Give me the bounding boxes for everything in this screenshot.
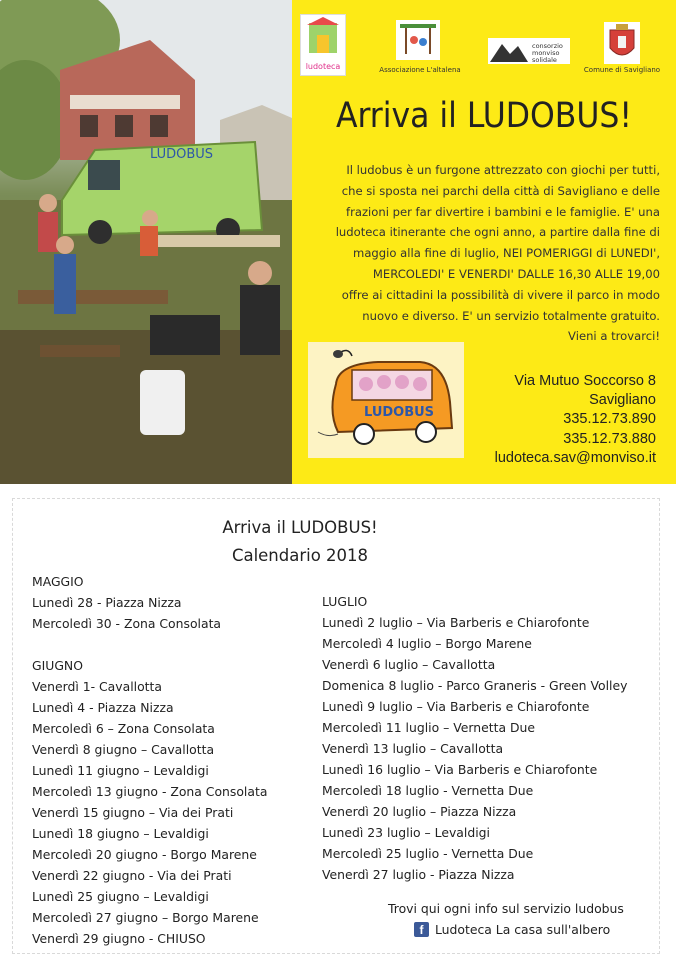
footer-line: Trovi qui ogni info sul servizio ludobus [388,901,624,916]
intro-line: offre ai cittadini la possibilità di vivere il parco in modo [341,287,660,302]
intro-line: MERCOLEDI' E VENERDI' DALLE 16,30 ALLE 19,00 [372,266,660,281]
facebook-icon: f [414,922,429,937]
calendar-entry: Venerdì 1- Cavallotta [32,679,162,694]
calendar-entry: Venerdì 29 giugno - CHIUSO [32,931,206,946]
calendar-entry: Mercoledì 11 luglio – Vernetta Due [322,720,535,735]
calendar-footer [380,898,630,940]
calendar-entry: Venerdì 8 giugno – Cavallotta [32,742,215,757]
calendar-entry: Lunedì 25 giugno – Levaldigi [32,889,209,904]
ludobus-drawing [308,342,464,458]
contact-block [462,372,656,468]
spacer [32,634,267,655]
calendar-entry: Venerdì 22 giugno - Via dei Prati [32,868,232,883]
contact-address: Via Mutuo Soccorso 8 [514,373,656,389]
altalena-label: Associazione L'altalena [379,66,461,74]
intro-text [308,160,660,347]
calendar-entry: Mercoledì 30 - Zona Consolata [32,616,222,631]
calendar-entry: Mercoledì 27 giugno – Borgo Marene [32,910,259,925]
comune-crest [604,22,640,64]
facebook-link[interactable] [414,919,630,940]
month-header-maggio: MAGGIO [32,574,84,589]
contact-phone-1: 335.12.73.890 [563,411,656,428]
calendar-entry: Venerdì 15 giugno – Via dei Prati [32,805,234,820]
intro-line: maggio alla fine di luglio, NEI POMERIGGI di LUNEDI', [353,246,660,261]
calendar-entry: Lunedì 16 luglio – Via Barberis e Chiarofonte [322,762,598,777]
contact-email[interactable]: ludoteca.sav@monviso.it [494,449,656,466]
svg-text:consorzio: consorzio [532,42,563,50]
calendar-entry: Lunedì 28 - Piazza Nizza [32,595,182,610]
calendar-heading [0,514,600,570]
flyer-headline: Arriva il LUDOBUS! [335,96,633,136]
svg-text:solidale: solidale [532,56,557,64]
calendar-entry: Lunedì 11 giugno – Levaldigi [32,763,209,778]
calendar-entry: Mercoledì 4 luglio – Borgo Marene [322,636,532,651]
calendar-entry: Venerdì 27 luglio - Piazza Nizza [322,867,515,882]
calendar-entry: Lunedì 23 luglio – Levaldigi [322,825,490,840]
intro-line: Il ludobus è un furgone attrezzato con giochi per tutti, [346,163,660,177]
bus-lettering: LUDOBUS [364,405,435,420]
info-panel [292,0,676,484]
ludoteca-logo-text: ludoteca [305,62,341,71]
contact-phone-2: 335.12.73.880 [563,430,656,447]
calendar-title: Arriva il LUDOBUS! [222,518,378,537]
comune-label: Comune di Savigliano [583,66,661,74]
intro-line: Vieni a trovarci! [568,329,660,344]
calendar-entry: Venerdì 13 luglio – Cavallotta [322,741,504,756]
calendar-entry: Domenica 8 luglio - Parco Graneris - Green Volley [322,678,628,693]
calendar-entry: Mercoledì 20 giugno - Borgo Marene [32,847,257,862]
calendar-entry: Mercoledì 6 – Zona Consolata [32,721,215,736]
ludoteca-logo [300,14,346,76]
calendar-entry: Mercoledì 25 luglio - Vernetta Due [322,846,534,861]
contact-city: Savigliano [589,392,656,409]
intro-line: ludoteca itinerante che ogni anno, a partire dalla fine di [335,225,660,240]
park-photo [0,0,292,484]
calendar-entry: Lunedì 2 luglio – Via Barberis e Chiarofonte [322,615,590,630]
intro-line: che si sposta nei parchi della città di Savigliano e delle [341,183,660,198]
calendar-entry: Lunedì 9 luglio – Via Barberis e Chiarofonte [322,699,590,714]
calendar-entry: Lunedì 4 - Piazza Nizza [32,700,174,715]
park-scene-illustration [0,0,292,484]
calendar-entry: Mercoledì 13 giugno - Zona Consolata [32,784,268,799]
calendar-left-column [32,571,267,949]
calendar-entry: Venerdì 6 luglio – Cavallotta [322,657,496,672]
calendar-right-column [322,591,627,885]
facebook-page-name: Ludoteca La casa sull'albero [435,922,611,937]
van-lettering: LUDOBUS [150,147,214,162]
month-header-luglio: LUGLIO [322,594,368,609]
calendar-entry: Mercoledì 18 luglio - Vernetta Due [322,783,534,798]
intro-line: nuovo e diverso. E' un servizio totalmente gratuito. [362,308,660,323]
svg-text:monviso: monviso [532,49,560,57]
month-header-giugno: GIUGNO [32,658,83,673]
intro-line: frazioni per far divertire i bambini e le famiglie. E' una [346,204,660,219]
calendar-entry: Lunedì 18 giugno – Levaldigi [32,826,209,841]
calendar-entry: Venerdì 20 luglio – Piazza Nizza [322,804,517,819]
calendar-subtitle: Calendario 2018 [231,546,369,565]
altalena-logo [396,20,440,60]
consorzio-logo [488,38,570,64]
